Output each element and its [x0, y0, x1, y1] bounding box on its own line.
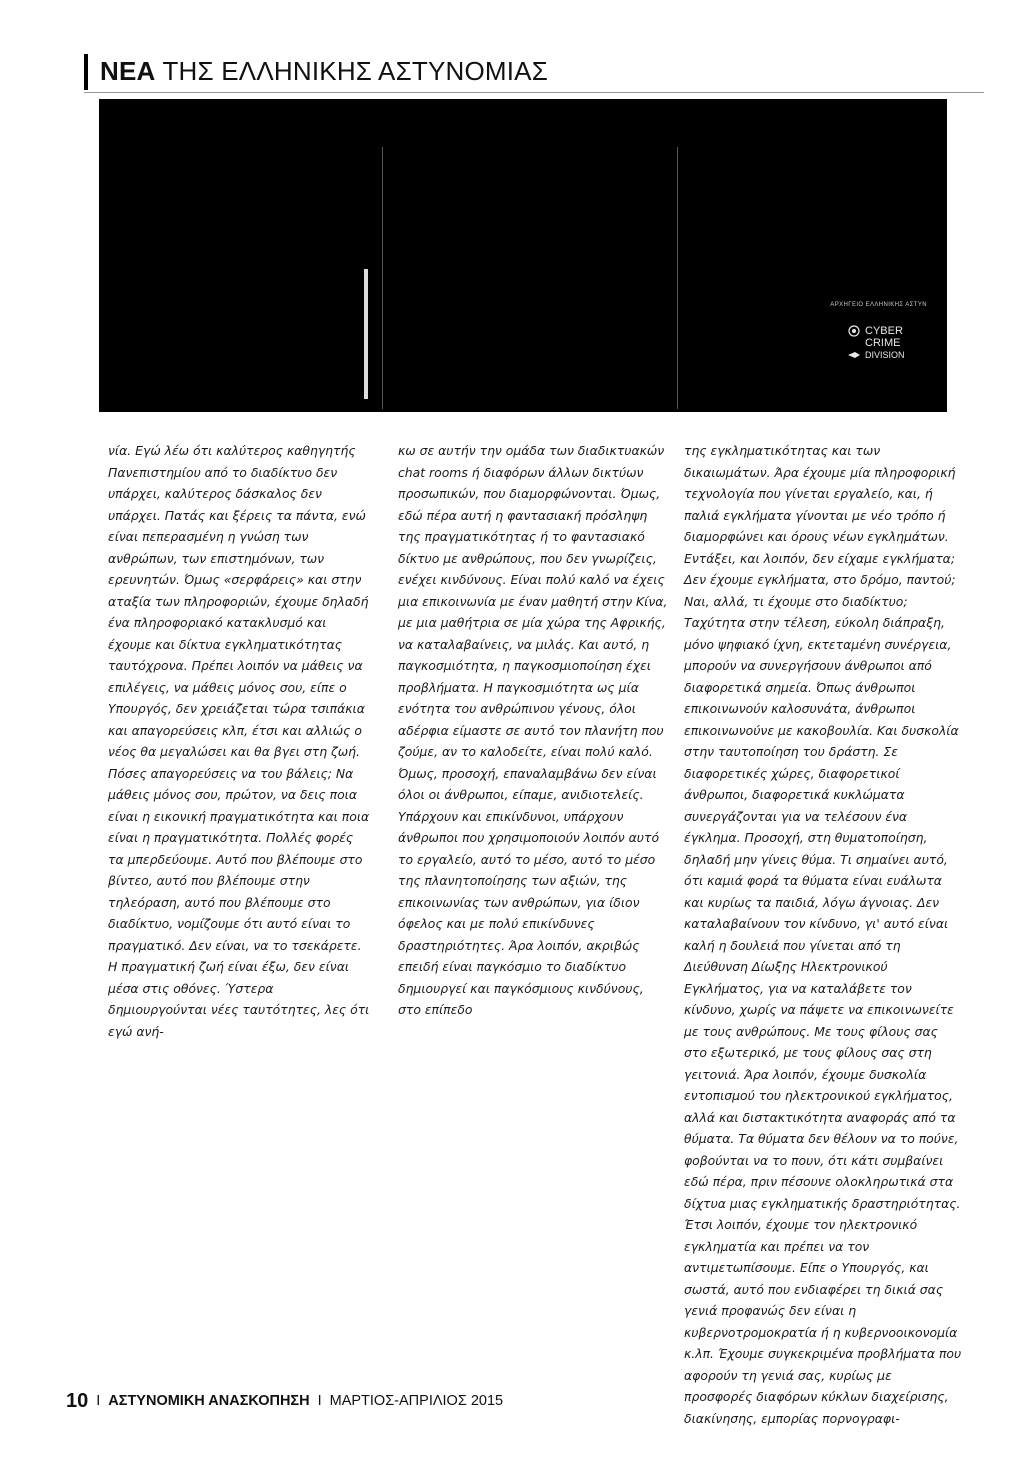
column-text: της εγκληματικότητας και των δικαιωμάτων. Άρα έχουμε μία πληροφορική τεχνολογία που γίνεται εργαλείο, και, ή παλιά εγκλήματα γίνονται με νέο τρόπο ή διαμορφώνει και όρους νέων εγκλημάτων. Εντάξει, και λοιπόν, δεν είχαμε εγκλήματα; Δεν έχουμε εγκλήματα, στο δρόμο, παντού; Ναι, αλλά, τι έχουμε στο διαδίκτυο; Ταχύτητα στην τέλεση, εύκολη διάπραξη, μόνο ψηφιακό ίχνη, εκτεταμένη συνέργεια, μπορούν να συνεργήσουν άνθρωποι από διαφορετικά σημεία. Όπως άνθρωποι επικοινωνούν καλοσυνάτα, άνθρωποι επικοινωνούνε με κακοβουλία. Και δυσκολία στην ταυτοποίηση του δράστη. Σε διαφορετικές χώρες, διαφορετικοί άνθρωποι, διαφορετικά κυκλώματα συνεργάζονται για να τελέσουν ένα έγκλημα. Προσοχή, στη θυματοποίηση, δηλαδή μην γίνεις θύμα. Τι σημαίνει αυτό, ότι καμιά φορά τα θύματα είναι ευάλωτα και κυρίως τα παιδιά, λόγω άγνοιας. Δεν καταλαβαίνουν τον κίνδυνο, γι' αυτό είναι καλή η δουλειά που γίνεται από τη Διεύθυνση Δίωξης Ηλεκτρονικού Εγκλήματος, για να καταλάβετε τον κίνδυνο, χωρίς να πάψετε να επικοινωνείτε με τους ανθρώπους. Με τους φίλους σας στο εξωτερικό, με τους φίλους σας στη γειτονιά. Άρα λοιπόν, έχουμε δυσκολία εντοπισμού του ηλεκτρονικού εγκλήματος, αλλά και διστακτικότητα αναφοράς από τα θύματα. Τα θύματα δεν θέλουν να το πούνε, φοβούνται να το πουν, ότι κάτι συμβαίνει εδώ πέρα, πριν πέσουνε ολοκληρωτικά στα δίχτυα μιας εγκληματικής δραστηριότητας. Έτσι λοιπόν, έχουμε τον ηλεκτρονικό εγκληματία και πρέπει να τον αντιμετωπίσουμε. Είπε ο Υπουργός, και σωστά, αυτό που ενδιαφέρει τη δικιά σας γενιά προφανώς δεν είναι η κυβερνοτρομοκρατία ή η κυβερνοοικονομία κ.λπ. Έχουμε συγκεκριμένα προβλήματα που αφορούν τη γενιά σας, κυρίως με προσφορές διαφόρων κύκλων διαχείρισης, διακίνησης, εμπορίας πορνογραφι- — [684, 443, 962, 1426]
magazine-name: ΑΣΤΥΝΟΜΙΚΗ ΑΝΑΣΚΟΠΗΣΗ — [108, 1393, 310, 1409]
column-text: νία. Εγώ λέω ότι καλύτερος καθηγητής Πανεπιστημίου από το διαδίκτυο δεν υπάρχει, καλύτερος δάσκαλος δεν υπάρχει. Πατάς και ξέρεις τα πάντα, ενώ είναι πεπερασμένη η γνώση των ανθρώπων, των επιστημόνων, των ερευνητών. Όμως «σερφάρεις» και στην αταξία των πληροφοριών, έχουμε δηλαδή ένα πληροφοριακό κατακλυσμό και έχουμε και δίκτυα εγκληματικότητας ταυτόχρονα. Πρέπει λοιπόν να μάθεις να επιλέγεις, να μάθεις μόνος σου, είπε ο Υπουργός, δεν χρειάζεται τώρα τσιπάκια και απαγορεύσεις κλπ, έτσι και αλλιώς ο νέος θα μεγαλώσει και θα βγει στη ζωή. Πόσες απαγορεύσεις να του βάλεις; Να μάθεις μόνος σου, πρώτον, να δεις ποια είναι η εικονική πραγματικότητα και ποια είναι η πραγματικότητα. Πολλές φορές τα μπερδεύουμε. Αυτό που βλέπουμε στο βίντεο, αυτό που βλέπουμε στην τηλεόραση, αυτό που βλέπουμε στο διαδίκτυο, νομίζουμε ότι αυτό είναι το πραγματικό. Δεν είναι, να το τσεκάρετε. Η πραγματική ζωή είναι έξω, δεν είναι μέσα στις οθόνες. Ύστερα δημιουργούνται νέες ταυτότητες, λες ότι εγώ ανή- — [108, 443, 370, 1039]
photo-line — [677, 147, 678, 409]
header-rule — [84, 92, 984, 93]
section-title-rest: ΤΗΣ ΕΛΛΗΝΙΚΗΣ ΑΣΤΥΝΟΜΙΑΣ — [162, 56, 548, 86]
section-header — [84, 48, 984, 92]
police-emblem-icon — [847, 325, 861, 337]
article-photo — [99, 99, 947, 412]
cyber-crime-logo — [847, 325, 905, 361]
mouse-icon — [847, 351, 861, 359]
photo-small-caption: ΑΡΧΗΓΕΙΟ ΕΛΛΗΝΙΚΗΣ ΑΣΤΥΝ — [830, 302, 927, 308]
article-column-2 — [398, 440, 668, 1021]
footer-separator: I — [96, 1393, 101, 1409]
logo-text-crime: CRIME — [865, 337, 901, 349]
footer-separator: I — [317, 1393, 322, 1409]
page-number: 10 — [66, 1389, 89, 1412]
column-text: κω σε αυτήν την ομάδα των διαδικτυακών chat rooms ή διαφόρων άλλων δικτύων προσωπικών, που διαμορφώνονται. Όμως, εδώ πέρα αυτή η φαντασιακή πρόσληψη της πραγματικότητας ή το φαντασιακό δίκτυο με ανθρώπους, που δεν γνωρίζεις, ενέχει κινδύνους. Είναι πολύ καλό να έχεις μια επικοινωνία με έναν μαθητή στην Κίνα, με μια μαθήτρια σε μία χώρα της Αφρικής, να καταλαβαίνεις, να μιλάς. Και αυτό, η παγκοσμιότητα, η παγκοσμιοποίηση έχει προβλήματα. Η παγκοσμιότητα ως μία ενότητα του ανθρώπινου γένους, όλοι αδέρφια είμαστε σε αυτό τον πλανήτη που ζούμε, αν το καλοδείτε, είναι πολύ καλό. Όμως, προσοχή, επαναλαμβάνω δεν είναι όλοι οι άνθρωποι, είπαμε, ανιδιοτελείς. Υπάρχουν και επικίνδυνοι, υπάρχουν άνθρωποι που χρησιμοποιούν λοιπόν αυτό το εργαλείο, αυτό το μέσο, αυτό το μέσο της πλανητοποίησης των αξιών, της επικοινωνίας των ανθρώπων, για ίδιον όφελος και με πολύ επικίνδυνες δραστηριότητες. Άρα λοιπόν, ακριβώς επειδή είναι παγκόσμιο το διαδίκτυο δημιουργεί και παγκόσμιους κινδύνους, στο επίπεδο — [398, 443, 668, 1017]
section-title — [100, 56, 548, 87]
article-column-1 — [108, 440, 370, 1042]
logo-text-division: DIVISION — [865, 350, 905, 360]
header-accent-bar — [84, 54, 88, 90]
photo-line — [382, 147, 383, 409]
issue-date: ΜΑΡΤΙΟΣ-ΑΠΡΙΛΙΟΣ 2015 — [329, 1393, 504, 1409]
section-title-bold: ΝΕΑ — [100, 56, 156, 86]
photo-highlight — [364, 269, 368, 399]
page-footer — [66, 1388, 503, 1414]
logo-text-cyber: CYBER — [865, 325, 903, 337]
article-column-3 — [684, 440, 962, 1429]
